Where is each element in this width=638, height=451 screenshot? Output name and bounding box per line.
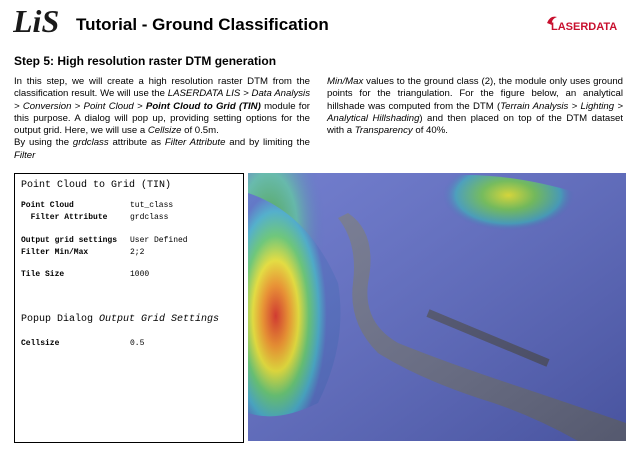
popup-title-prefix: Popup Dialog (21, 314, 100, 325)
lis-logo-text: LiS (13, 4, 60, 38)
term-transparency: Transparency (354, 125, 413, 137)
text-run: attribute as (108, 137, 165, 149)
text-run: values to the ground class (2), the module only uses ground points for the triangulation. For the figure below, an analytical hillshade was computed from the DTM ( (327, 76, 623, 112)
setting-key: Filter Min/Max (21, 248, 89, 257)
map-hillshade-overlay (248, 173, 626, 441)
term-filter: Filter (14, 149, 36, 161)
left-text-column (14, 76, 310, 162)
intro-paragraph (14, 76, 310, 137)
setting-key: Point Cloud (21, 201, 74, 210)
page-header (0, 0, 638, 46)
laserdata-logo-text: LASERDATA (551, 21, 618, 33)
dtm-hillshade-map (248, 173, 626, 441)
setting-key: Tile Size (21, 270, 65, 279)
settings-box-title: Point Cloud to Grid (TIN) (21, 180, 172, 191)
settings-box (14, 173, 244, 443)
setting-key: Filter Attribute (21, 213, 108, 222)
term-min-max: Min/Max (327, 76, 364, 87)
setting-value: 1000 (130, 270, 150, 279)
lis-logo (13, 4, 65, 38)
setting-value: 0.5 (130, 339, 145, 348)
popup-title-name: Output Grid Settings (99, 314, 220, 325)
text-run: of 0.5m. (181, 125, 219, 137)
text-run: By using the (14, 137, 73, 149)
step-heading: Step 5: High resolution raster DTM generation (14, 54, 277, 68)
setting-value: grdclass (130, 213, 169, 222)
page-title: Tutorial - Ground Classification (76, 15, 329, 34)
term-filter-attribute: Filter Attribute (164, 137, 226, 149)
menu-path: LASERDATA LIS > Data Analysis > Conversion > Point Cloud > (14, 88, 310, 112)
module-name: Point Cloud to Grid (TIN) (145, 100, 261, 112)
text-run: and by limiting the (225, 137, 311, 149)
setting-value: tut_class (130, 201, 174, 210)
menu-path: Terrain Analysis > Lighting > Analytical Hillshading (327, 100, 623, 124)
text-run: ) and then placed on top of the DTM dataset with a (327, 112, 623, 137)
text-run: of 40%. (412, 125, 448, 137)
right-text-column (327, 76, 623, 137)
term-cellsize: Cellsize (147, 125, 182, 137)
laserdata-logo (545, 13, 625, 35)
setting-key: Output grid settings (21, 236, 118, 245)
term-grdclass: grdclass (72, 137, 109, 149)
setting-value: 2;2 (130, 248, 145, 257)
hillshade-paragraph (327, 76, 623, 137)
text-run: In this step, we will create a high resolution raster DTM from the classification result. We will use the (14, 76, 310, 100)
text-run: module for this purpose. A dialog will pop up, providing setting options for the output grid. Here, we will use a (14, 100, 311, 137)
popup-dialog-title (21, 314, 219, 325)
filter-paragraph (14, 137, 310, 162)
setting-value: User Defined (130, 236, 188, 245)
setting-key: Cellsize (21, 339, 60, 348)
